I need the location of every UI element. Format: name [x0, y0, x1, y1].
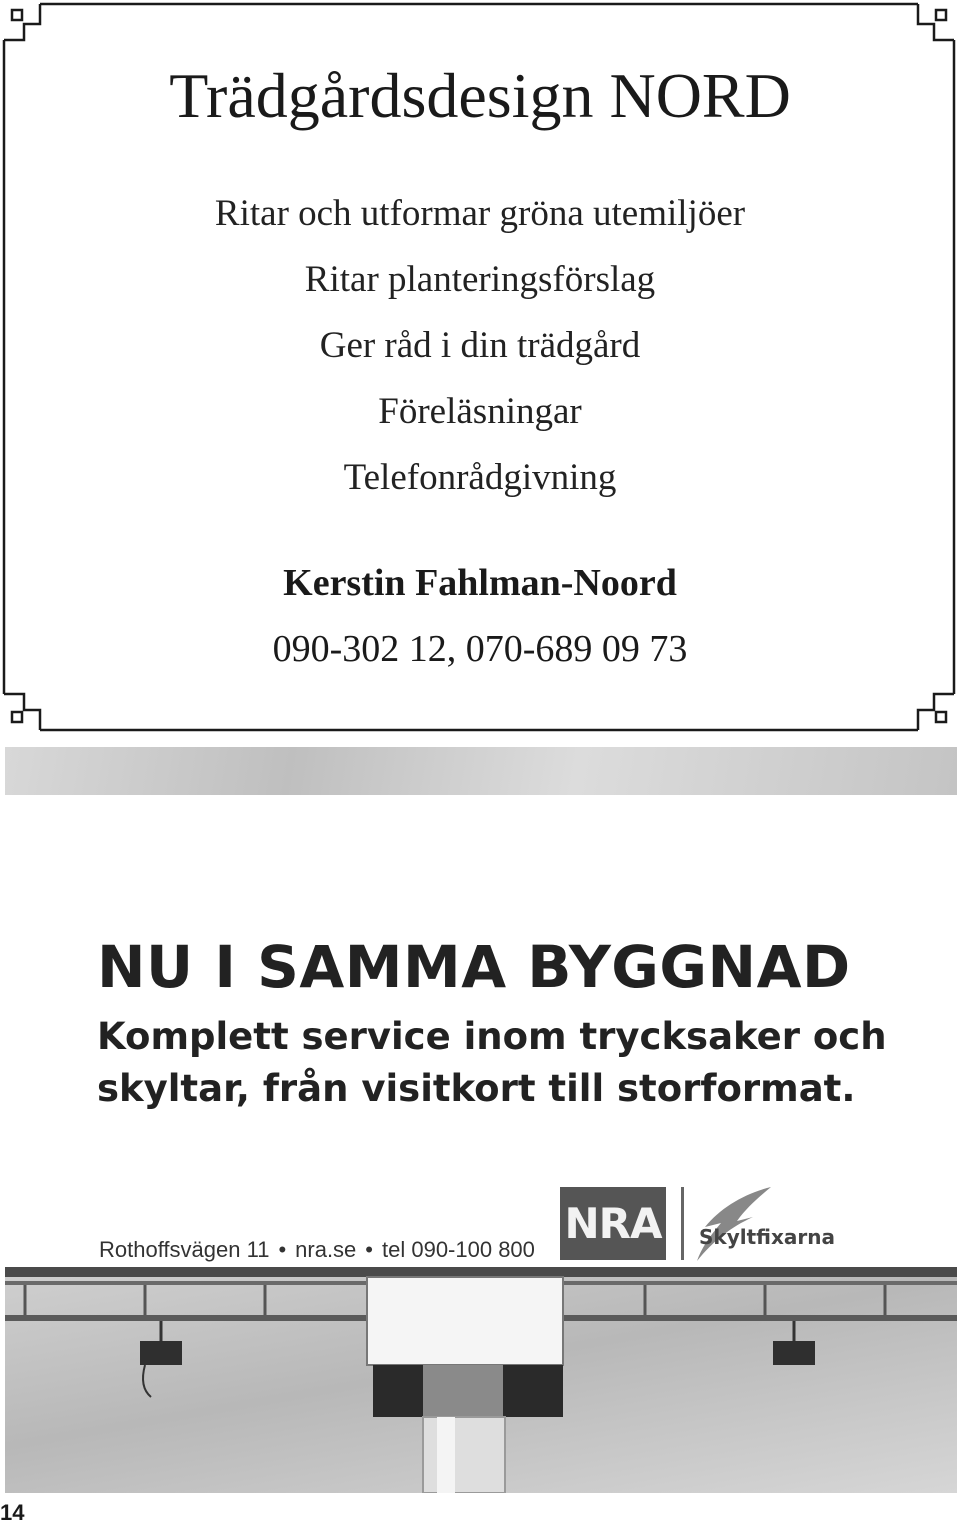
company-title: Trädgårdsdesign NORD: [169, 60, 791, 131]
contact-line: [99, 1237, 535, 1263]
skyltfixarna-logo: Skyltfixarna: [699, 1225, 835, 1249]
billboard-structure: [5, 1267, 957, 1493]
service-item: Ger råd i din trädgård: [319, 325, 641, 366]
swoosh-icon: [691, 1183, 781, 1263]
service-item: Ritar och utformar gröna utemiljöer: [214, 193, 746, 234]
nra-logo: NRA: [560, 1187, 666, 1260]
service-item: Ritar planteringsförslag: [304, 259, 656, 300]
page-number: 14: [0, 1500, 25, 1525]
bullet-separator: •: [278, 1237, 287, 1262]
contact-name: Kerstin Fahlman-Noord: [283, 562, 677, 604]
service-item: Föreläsningar: [378, 391, 582, 432]
website: nra.se: [295, 1237, 357, 1262]
sky-background: [5, 747, 957, 797]
bullet-separator: •: [365, 1237, 373, 1262]
logo-divider: [681, 1187, 684, 1260]
garden-design-ad: [0, 0, 960, 735]
billboard-panel: [5, 795, 957, 1267]
billboard-headline: NU I SAMMA BYGGNAD: [97, 933, 851, 1001]
phone-number: tel 090-100 800: [382, 1237, 535, 1262]
tagline-line: skyltar, från visitkort till storformat.: [97, 1067, 856, 1110]
service-item: Telefonrådgivning: [343, 457, 617, 498]
tagline-line: Komplett service inom trycksaker och: [97, 1015, 887, 1058]
billboard-tagline: [97, 1011, 887, 1115]
contact-phones: 090-302 12, 070-689 09 73: [272, 628, 688, 670]
billboard-ad: [5, 747, 957, 1493]
street-address: Rothoffsvägen 11: [99, 1237, 270, 1262]
